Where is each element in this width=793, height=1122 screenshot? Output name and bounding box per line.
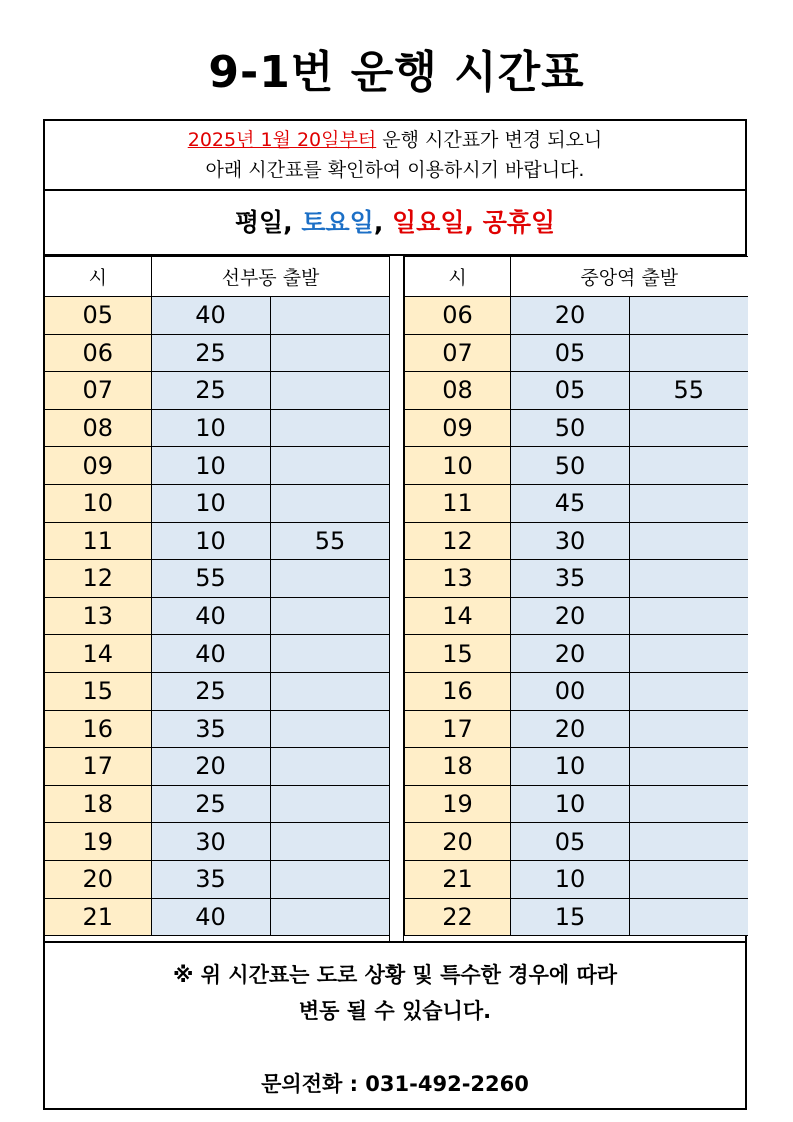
footer xyxy=(45,941,745,1110)
minute-cell xyxy=(630,860,748,898)
notice-line-1-rest: 운행 시간표가 변경 되오니 xyxy=(376,129,603,151)
hour-cell: 15 xyxy=(45,672,151,710)
hour-cell: 10 xyxy=(45,484,151,522)
minute-cell xyxy=(270,748,390,786)
hour-cell: 11 xyxy=(45,522,151,560)
minute-cell: 05 xyxy=(511,334,630,372)
minute-cell xyxy=(630,823,748,861)
minute-cell xyxy=(630,748,748,786)
day-saturday: 토요일 xyxy=(301,208,374,237)
hour-cell: 12 xyxy=(45,560,151,598)
table-row xyxy=(405,334,748,372)
footer-note-line-2: 변동 될 수 있습니다. xyxy=(298,999,492,1023)
minute-cell xyxy=(270,672,390,710)
minute-cell: 50 xyxy=(511,409,630,447)
minute-cell: 10 xyxy=(511,748,630,786)
hour-cell: 11 xyxy=(405,484,511,522)
day-holiday: 공휴일 xyxy=(482,208,556,237)
hour-cell: 14 xyxy=(45,635,151,673)
hour-cell: 18 xyxy=(45,785,151,823)
hour-cell: 08 xyxy=(45,409,151,447)
table-row xyxy=(405,447,748,485)
minute-cell xyxy=(630,672,748,710)
minute-cell xyxy=(270,597,390,635)
table-row xyxy=(405,597,748,635)
minute-cell: 25 xyxy=(151,334,270,372)
minute-cell: 30 xyxy=(511,522,630,560)
minute-cell: 25 xyxy=(151,372,270,410)
minute-cell: 20 xyxy=(511,597,630,635)
table-row xyxy=(405,297,748,335)
minute-cell: 10 xyxy=(511,860,630,898)
right-departure-header: 중앙역 출발 xyxy=(511,257,748,297)
minute-cell xyxy=(630,597,748,635)
minute-cell xyxy=(630,522,748,560)
hour-cell: 07 xyxy=(45,372,151,410)
minute-cell: 05 xyxy=(511,372,630,410)
minute-cell: 10 xyxy=(151,409,270,447)
hour-cell: 15 xyxy=(405,635,511,673)
table-row xyxy=(45,447,390,485)
minute-cell xyxy=(270,297,390,335)
table-row xyxy=(45,898,390,936)
table-row xyxy=(405,409,748,447)
hour-cell: 18 xyxy=(405,748,511,786)
hour-cell: 05 xyxy=(45,297,151,335)
minute-cell xyxy=(270,823,390,861)
minute-cell: 40 xyxy=(151,297,270,335)
day-separator: , xyxy=(283,208,302,237)
hour-cell: 06 xyxy=(405,297,511,335)
table-row xyxy=(45,860,390,898)
hour-cell: 07 xyxy=(405,334,511,372)
hour-cell: 19 xyxy=(45,823,151,861)
day-separator: , xyxy=(373,208,393,237)
hour-cell: 17 xyxy=(405,710,511,748)
day-sunday: 일요일 xyxy=(392,208,465,237)
table-row xyxy=(405,635,748,673)
minute-cell: 35 xyxy=(151,860,270,898)
hour-cell: 08 xyxy=(405,372,511,410)
footer-note-line-1: ※ 위 시간표는 도로 상황 및 특수한 경우에 따라 xyxy=(172,963,618,987)
table-row xyxy=(405,484,748,522)
minute-cell xyxy=(270,635,390,673)
minute-cell xyxy=(270,409,390,447)
table-row xyxy=(45,635,390,673)
table-row xyxy=(45,748,390,786)
effective-date: 2025년 1월 20일부터 xyxy=(187,129,377,151)
minute-cell xyxy=(270,447,390,485)
hour-cell: 06 xyxy=(45,334,151,372)
table-row xyxy=(45,372,390,410)
hour-cell: 09 xyxy=(405,409,511,447)
table-row xyxy=(405,522,748,560)
minute-cell: 40 xyxy=(151,635,270,673)
minute-cell xyxy=(270,860,390,898)
minute-cell xyxy=(630,710,748,748)
minute-cell xyxy=(630,409,748,447)
day-weekday: 평일 xyxy=(234,208,284,237)
notice-line-2: 아래 시간표를 확인하여 이용하시기 바랍니다. xyxy=(205,159,585,181)
minute-cell: 40 xyxy=(151,597,270,635)
left-hour-header: 시 xyxy=(45,257,151,297)
minute-cell: 10 xyxy=(151,522,270,560)
hour-cell: 13 xyxy=(45,597,151,635)
minute-cell: 10 xyxy=(511,785,630,823)
table-row xyxy=(405,748,748,786)
table-row xyxy=(405,860,748,898)
minute-cell xyxy=(630,484,748,522)
minute-cell: 20 xyxy=(511,635,630,673)
minute-cell xyxy=(630,447,748,485)
table-row xyxy=(45,710,390,748)
minute-cell xyxy=(270,785,390,823)
hour-cell: 14 xyxy=(405,597,511,635)
table-row xyxy=(45,672,390,710)
table-row xyxy=(45,560,390,598)
minute-cell xyxy=(630,635,748,673)
hour-cell: 12 xyxy=(405,522,511,560)
minute-cell xyxy=(630,898,748,936)
hour-cell: 21 xyxy=(405,860,511,898)
day-types xyxy=(45,191,745,256)
minute-cell: 55 xyxy=(151,560,270,598)
hour-cell: 16 xyxy=(405,672,511,710)
right-schedule-table xyxy=(404,256,748,936)
table-row xyxy=(45,297,390,335)
table-row xyxy=(45,597,390,635)
contact-phone: 문의전화 : 031-492-2260 xyxy=(261,1072,529,1096)
minute-cell: 25 xyxy=(151,672,270,710)
table-row xyxy=(405,672,748,710)
minute-cell: 20 xyxy=(511,297,630,335)
minute-cell: 10 xyxy=(151,447,270,485)
table-row xyxy=(405,560,748,598)
minute-cell: 00 xyxy=(511,672,630,710)
minute-cell: 20 xyxy=(511,710,630,748)
minute-cell xyxy=(270,560,390,598)
hour-cell: 09 xyxy=(45,447,151,485)
minute-cell: 55 xyxy=(270,522,390,560)
minute-cell xyxy=(630,334,748,372)
table-row xyxy=(405,710,748,748)
minute-cell xyxy=(270,484,390,522)
minute-cell: 35 xyxy=(151,710,270,748)
table-row xyxy=(45,522,390,560)
left-schedule-table xyxy=(45,256,391,936)
table-divider xyxy=(389,256,404,941)
minute-cell: 20 xyxy=(151,748,270,786)
minute-cell: 55 xyxy=(630,372,748,410)
notice-line-1 xyxy=(45,125,745,155)
table-row xyxy=(45,785,390,823)
footer-note xyxy=(45,957,745,1029)
timetable-frame xyxy=(43,119,747,1110)
minute-cell xyxy=(630,785,748,823)
hour-cell: 21 xyxy=(45,898,151,936)
hour-cell: 13 xyxy=(405,560,511,598)
minute-cell xyxy=(270,334,390,372)
page-title: 9-1번 운행 시간표 xyxy=(208,47,585,98)
minute-cell: 45 xyxy=(511,484,630,522)
table-row xyxy=(45,823,390,861)
right-header-row xyxy=(405,257,748,297)
minute-cell xyxy=(270,710,390,748)
hour-cell: 17 xyxy=(45,748,151,786)
change-notice xyxy=(45,121,745,191)
hour-cell: 20 xyxy=(45,860,151,898)
minute-cell: 25 xyxy=(151,785,270,823)
minute-cell: 35 xyxy=(511,560,630,598)
table-row xyxy=(405,785,748,823)
minute-cell: 30 xyxy=(151,823,270,861)
table-row xyxy=(405,823,748,861)
minute-cell: 50 xyxy=(511,447,630,485)
table-row xyxy=(405,898,748,936)
table-row xyxy=(45,484,390,522)
hour-cell: 16 xyxy=(45,710,151,748)
minute-cell xyxy=(270,372,390,410)
minute-cell: 40 xyxy=(151,898,270,936)
minute-cell: 15 xyxy=(511,898,630,936)
minute-cell xyxy=(630,297,748,335)
hour-cell: 19 xyxy=(405,785,511,823)
table-row xyxy=(45,409,390,447)
hour-cell: 22 xyxy=(405,898,511,936)
right-hour-header: 시 xyxy=(405,257,511,297)
left-departure-header: 선부동 출발 xyxy=(151,257,390,297)
hour-cell: 10 xyxy=(405,447,511,485)
day-separator: , xyxy=(464,208,483,237)
minute-cell: 05 xyxy=(511,823,630,861)
hour-cell: 20 xyxy=(405,823,511,861)
left-header-row xyxy=(45,257,390,297)
table-row xyxy=(45,334,390,372)
table-row xyxy=(405,372,748,410)
minute-cell xyxy=(630,560,748,598)
minute-cell xyxy=(270,898,390,936)
minute-cell: 10 xyxy=(151,484,270,522)
